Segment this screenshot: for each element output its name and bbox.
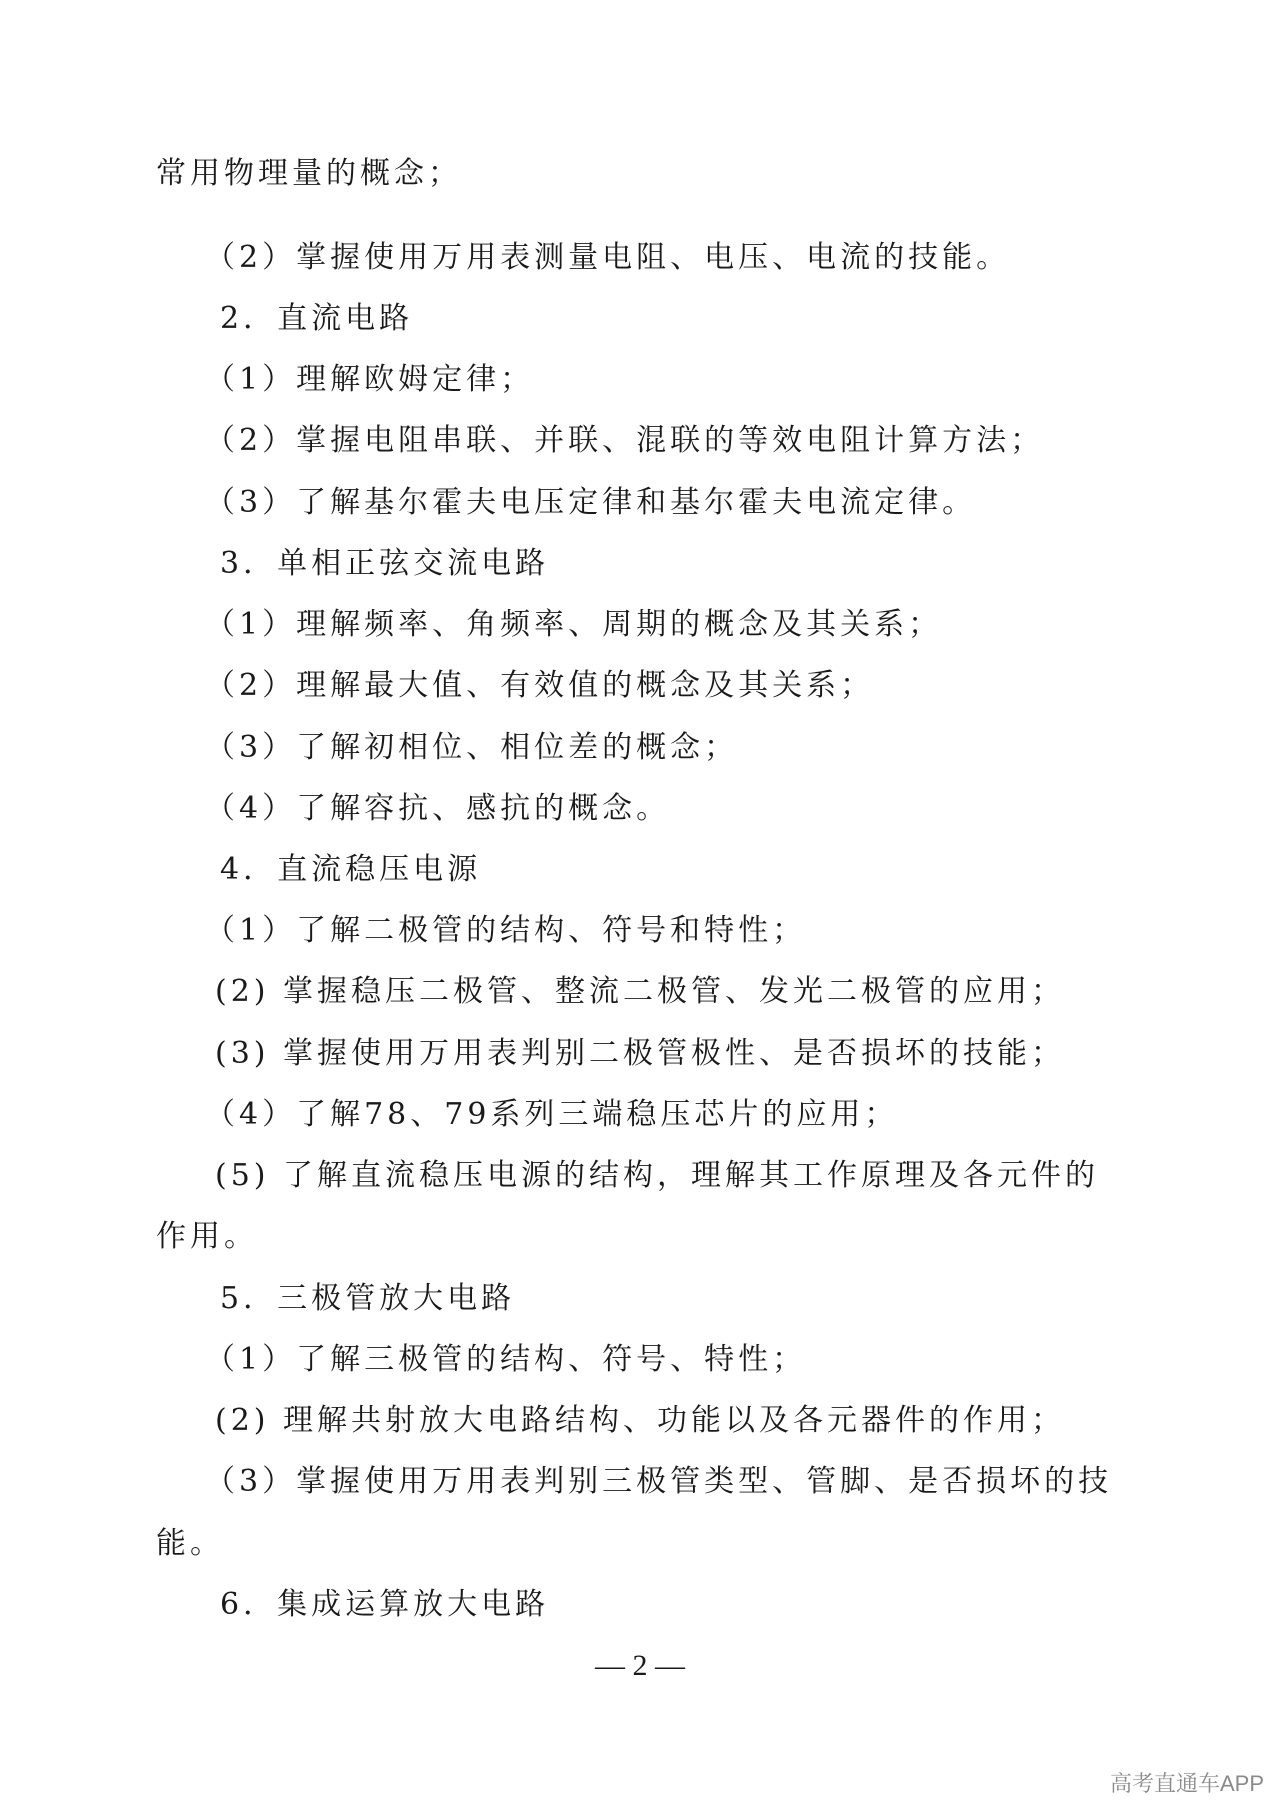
section-heading: 2．直流电路 (220, 301, 414, 336)
text-line: （3）了解初相位、相位差的概念； (205, 730, 739, 765)
text-line: 能。 (156, 1526, 224, 1561)
watermark-text: 高考直通车APP (1109, 1771, 1264, 1796)
section-heading: 4．直流稳压电源 (220, 852, 482, 887)
text-line: （4）了解容抗、感抗的概念。 (205, 791, 671, 826)
page-number: — 2 — (595, 1649, 685, 1682)
section-heading: 6．集成运算放大电路 (220, 1587, 550, 1622)
text-line: （4）了解78、79系列三端稳压芯片的应用； (205, 1097, 899, 1132)
text-line: （3）了解基尔霍夫电压定律和基尔霍夫电流定律。 (205, 485, 977, 520)
text-line: （1）理解频率、角频率、周期的概念及其关系； (205, 607, 943, 642)
text-line: （2）掌握使用万用表测量电阻、电压、电流的技能。 (205, 240, 1011, 275)
text-line: 作用。 (156, 1219, 258, 1254)
text-line: 常用物理量的概念； (156, 156, 462, 191)
text-line: （1）了解二极管的结构、符号和特性； (205, 913, 807, 948)
section-heading: 3．单相正弦交流电路 (220, 546, 550, 581)
text-line: (3) 掌握使用万用表判别二极管极性、是否损坏的技能； (215, 1036, 1066, 1071)
text-line: (2) 掌握稳压二极管、整流二极管、发光二极管的应用； (215, 974, 1066, 1009)
text-line: (2) 理解共射放大电路结构、功能以及各元器件的作用； (215, 1403, 1066, 1438)
text-line: (5) 了解直流稳压电源的结构，理解其工作原理及各元件的 (215, 1158, 1100, 1193)
text-line: （1）了解三极管的结构、符号、特性； (205, 1342, 807, 1377)
text-line: （2）理解最大值、有效值的概念及其关系； (205, 668, 875, 703)
section-heading: 5．三极管放大电路 (220, 1281, 516, 1316)
text-line: （3）掌握使用万用表判别三极管类型、管脚、是否损坏的技 (205, 1464, 1113, 1499)
text-line: （2）掌握电阻串联、并联、混联的等效电阻计算方法； (205, 423, 1045, 458)
text-line: （1）理解欧姆定律； (205, 362, 535, 397)
